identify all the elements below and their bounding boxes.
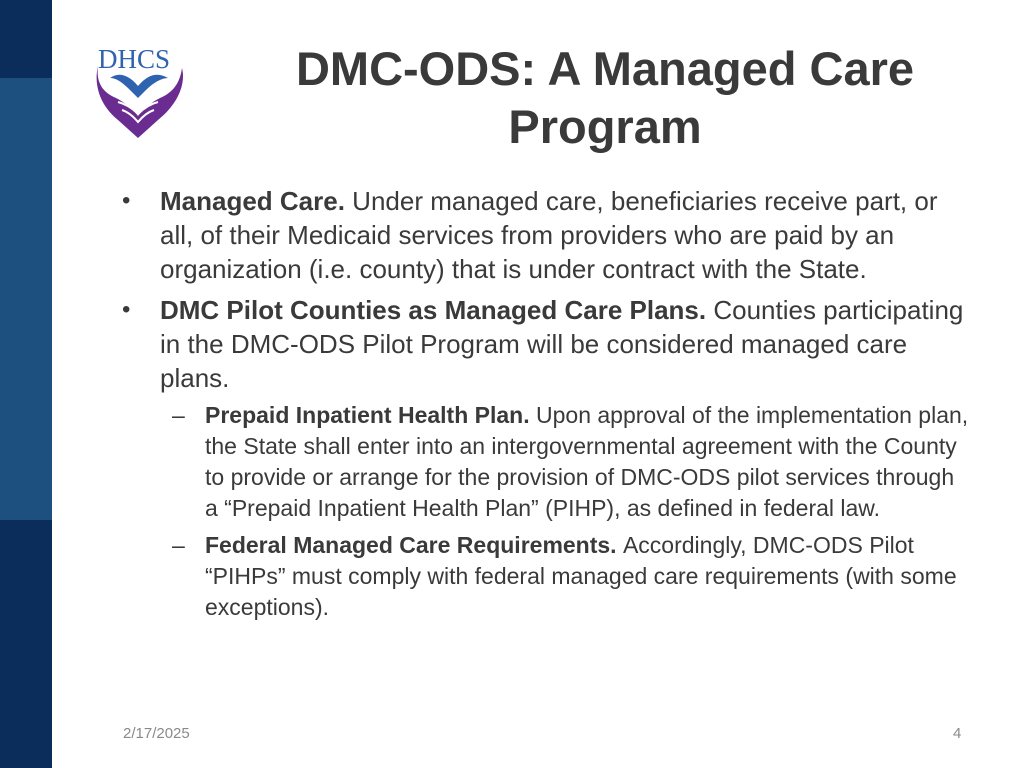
bullet-list bbox=[112, 184, 972, 623]
slide-content bbox=[112, 184, 972, 630]
side-band-bottom bbox=[0, 520, 52, 768]
bullet-item bbox=[112, 293, 972, 623]
logo-text: DHCS bbox=[98, 44, 171, 74]
page-number: 4 bbox=[953, 725, 962, 742]
bullet-heading: DMC Pilot Counties as Managed Care Plans. bbox=[160, 295, 714, 325]
sub-bullet-list bbox=[160, 400, 972, 623]
sub-bullet-item bbox=[160, 530, 972, 623]
side-band-top bbox=[0, 0, 52, 78]
sub-bullet-heading: Prepaid Inpatient Health Plan. bbox=[205, 402, 537, 428]
footer-date: 2/17/2025 bbox=[123, 725, 190, 742]
slide-title: DMC-ODS: A Managed Care Program bbox=[295, 42, 915, 153]
dash-icon: – bbox=[172, 402, 185, 428]
bullet-item bbox=[112, 184, 972, 286]
bullet-text: Counties participating in the DMC-ODS Pilot Program will be considered managed care plans. bbox=[160, 295, 964, 393]
sub-bullet-text: Accordingly, DMC-ODS Pilot “PIHPs” must comply with federal managed care requirements (with some exceptions). bbox=[205, 532, 957, 620]
bullet-heading: Managed Care. bbox=[160, 186, 353, 216]
bullet-text: Under managed care, beneficiaries receive part, or all, of their Medicaid services from providers who are paid by an organization (i.e. county) that is under contract with the State. bbox=[160, 186, 938, 284]
sub-bullet-item bbox=[160, 400, 972, 524]
bullet-dot-icon: • bbox=[122, 187, 131, 214]
side-band bbox=[0, 0, 52, 768]
bullet-dot-icon: • bbox=[122, 296, 131, 323]
heart-hands-icon bbox=[88, 42, 192, 142]
sub-bullet-heading: Federal Managed Care Requirements. bbox=[205, 532, 623, 558]
side-band-middle bbox=[0, 78, 52, 520]
dhcs-logo bbox=[88, 42, 192, 142]
dash-icon: – bbox=[172, 532, 185, 558]
sub-bullet-text: Upon approval of the implementation plan, the State shall enter into an intergovernmental agreement with the County to provide or arrange for the provision of DMC-ODS pilot services through a “Prepaid Inpatient Health Plan” (PIHP), as defined in federal law. bbox=[205, 402, 969, 521]
